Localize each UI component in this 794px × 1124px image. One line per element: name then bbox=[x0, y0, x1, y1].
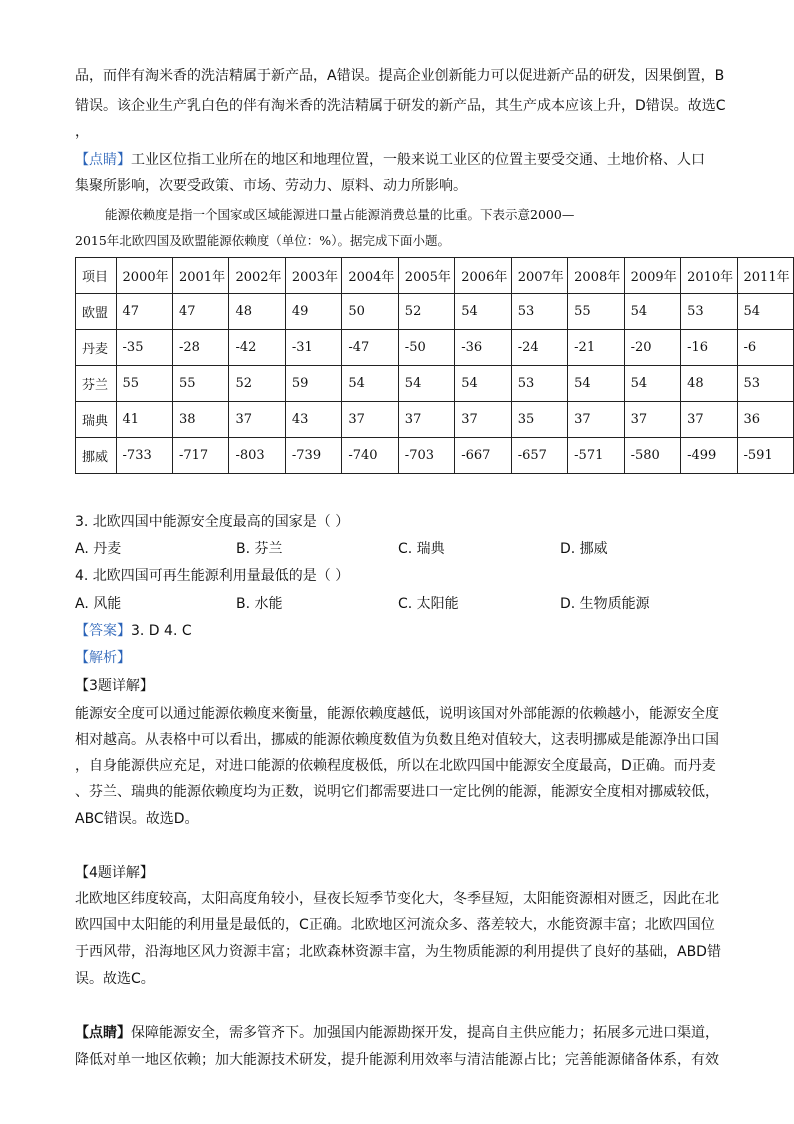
detail-line: 欧四国中太阳能的利用量是最低的，C正确。北欧地区河流众多、落差较大，水能资源丰富；北欧四国位 bbox=[75, 917, 715, 933]
table-cell: 47 bbox=[116, 294, 172, 330]
table-row bbox=[76, 294, 794, 330]
table-cell: 55 bbox=[172, 366, 228, 402]
analysis-label: 【解析】 bbox=[75, 650, 131, 666]
table-cell: 55 bbox=[568, 294, 624, 330]
detail-heading: 【3题详解】 bbox=[75, 678, 154, 694]
table-cell: 37 bbox=[229, 402, 285, 438]
table-cell: -733 bbox=[116, 438, 172, 474]
table-cell: 53 bbox=[737, 366, 793, 402]
table-cell: 37 bbox=[624, 402, 680, 438]
option-d: D. 挪威 bbox=[560, 541, 608, 557]
table-cell: 48 bbox=[229, 294, 285, 330]
detail-heading: 【4题详解】 bbox=[75, 865, 154, 881]
table-cell: -35 bbox=[116, 330, 172, 366]
detail-line: 、芬兰、瑞典的能源依赖度均为正数，说明它们都需要进口一定比例的能源，能源安全度相对挪威较低， bbox=[75, 784, 719, 800]
table-cell: 54 bbox=[624, 366, 680, 402]
table-cell: -24 bbox=[511, 330, 567, 366]
option-d: D. 生物质能源 bbox=[560, 596, 650, 612]
detail-line: 能源安全度可以通过能源依赖度来衡量，能源依赖度越低，说明该国对外部能源的依赖越小，能源安全度 bbox=[75, 706, 719, 722]
table-cell: 35 bbox=[511, 402, 567, 438]
table-cell: -667 bbox=[455, 438, 511, 474]
table-cell: 43 bbox=[285, 402, 341, 438]
detail-line: 相对越高。从表格中可以看出，挪威的能源依赖度数值为负数且绝对值较大，这表明挪威是能源净出口国 bbox=[75, 732, 719, 748]
table-cell: -803 bbox=[229, 438, 285, 474]
table-cell: -50 bbox=[398, 330, 454, 366]
table-cell: -571 bbox=[568, 438, 624, 474]
header-cell: 2002年 bbox=[229, 258, 285, 294]
table-cell: 37 bbox=[398, 402, 454, 438]
table-cell: -499 bbox=[681, 438, 737, 474]
header-cell: 2001年 bbox=[172, 258, 228, 294]
table-row bbox=[76, 330, 794, 366]
detail-line: 于西风带，沿海地区风力资源丰富；北欧森林资源丰富，为生物质能源的利用提供了良好的基础，ABD错 bbox=[75, 944, 721, 960]
note-paragraph bbox=[75, 1024, 719, 1042]
table-cell: -6 bbox=[737, 330, 793, 366]
note-paragraph bbox=[75, 151, 705, 169]
header-cell: 2006年 bbox=[455, 258, 511, 294]
option-b: B. 水能 bbox=[236, 596, 283, 612]
detail-line: ABC错误。故选D。 bbox=[75, 811, 199, 827]
header-cell: 项目 bbox=[76, 258, 117, 294]
row-label: 挪威 bbox=[76, 438, 117, 474]
detail-line: 北欧地区纬度较高，太阳高度角较小，昼夜长短季节变化大，冬季昼短，太阳能资源相对匮乏，因此在北 bbox=[75, 891, 719, 907]
table-cell: 53 bbox=[511, 294, 567, 330]
header-cell: 2009年 bbox=[624, 258, 680, 294]
table-cell: 36 bbox=[737, 402, 793, 438]
table-cell: 59 bbox=[285, 366, 341, 402]
paragraph-line: 品，而伴有淘米香的洗洁精属于新产品，A错误。提高企业创新能力可以促进新产品的研发，因果倒置，B bbox=[75, 68, 725, 84]
table-cell: 37 bbox=[342, 402, 398, 438]
option-c: C. 太阳能 bbox=[398, 596, 459, 612]
note-text: 保障能源安全，需多管齐下。加强国内能源勘探开发，提高自主供应能力；拓展多元进口渠道， bbox=[131, 1025, 719, 1041]
question-stem: 4. 北欧四国可再生能源利用量最低的是（ ） bbox=[75, 568, 350, 584]
question-stem: 3. 北欧四国中能源安全度最高的国家是（ ） bbox=[75, 514, 350, 530]
detail-line: ，自身能源供应充足，对进口能源的依赖程度极低，所以在北欧四国中能源安全度最高，D正确。而丹麦 bbox=[75, 758, 716, 774]
option-a: A. 风能 bbox=[75, 596, 122, 612]
table-cell: -21 bbox=[568, 330, 624, 366]
table-cell: 37 bbox=[455, 402, 511, 438]
row-label: 瑞典 bbox=[76, 402, 117, 438]
intro-line: 2015年北欧四国及欧盟能源依赖度（单位：%）。据完成下面小题。 bbox=[75, 233, 450, 248]
table-cell: -717 bbox=[172, 438, 228, 474]
table-cell: 54 bbox=[455, 294, 511, 330]
table-cell: 50 bbox=[342, 294, 398, 330]
intro-line: 能源依赖度是指一个国家或区域能源进口量占能源消费总量的比重。下表示意2000— bbox=[105, 207, 575, 222]
note-text: 工业区位指工业所在的地区和地理位置，一般来说工业区的位置主要受交通、土地价格、人口 bbox=[131, 152, 705, 168]
table-cell: -31 bbox=[285, 330, 341, 366]
table-cell: -28 bbox=[172, 330, 228, 366]
header-cell: 2004年 bbox=[342, 258, 398, 294]
table-row bbox=[76, 366, 794, 402]
table-row bbox=[76, 438, 794, 474]
table-cell: 37 bbox=[568, 402, 624, 438]
table-row bbox=[76, 402, 794, 438]
answer-text: 3. D 4. C bbox=[131, 623, 192, 639]
paragraph-line: ， bbox=[75, 124, 89, 140]
table-cell: -740 bbox=[342, 438, 398, 474]
table-cell: 55 bbox=[116, 366, 172, 402]
option-a: A. 丹麦 bbox=[75, 541, 122, 557]
header-cell: 2000年 bbox=[116, 258, 172, 294]
row-label: 丹麦 bbox=[76, 330, 117, 366]
table-cell: 54 bbox=[398, 366, 454, 402]
table-cell: -20 bbox=[624, 330, 680, 366]
header-cell: 2008年 bbox=[568, 258, 624, 294]
table-cell: -739 bbox=[285, 438, 341, 474]
option-b: B. 芬兰 bbox=[236, 541, 283, 557]
option-c: C. 瑞典 bbox=[398, 541, 445, 557]
note-label: 【点睛】 bbox=[75, 1025, 131, 1041]
table-cell: -36 bbox=[455, 330, 511, 366]
answer-line bbox=[75, 622, 192, 640]
table-cell: 52 bbox=[398, 294, 454, 330]
header-cell: 2010年 bbox=[681, 258, 737, 294]
note-line: 集聚所影响，次要受政策、市场、劳动力、原料、动力所影响。 bbox=[75, 178, 467, 194]
table-cell: 48 bbox=[681, 366, 737, 402]
header-cell: 2007年 bbox=[511, 258, 567, 294]
note-label: 【点睛】 bbox=[75, 152, 131, 168]
table-cell: -580 bbox=[624, 438, 680, 474]
row-label: 欧盟 bbox=[76, 294, 117, 330]
table-cell: 52 bbox=[229, 366, 285, 402]
detail-line: 误。故选C。 bbox=[75, 971, 155, 987]
table-cell: 54 bbox=[624, 294, 680, 330]
table-cell: 47 bbox=[172, 294, 228, 330]
table-cell: -703 bbox=[398, 438, 454, 474]
table-header-row bbox=[76, 258, 794, 294]
table-cell: -657 bbox=[511, 438, 567, 474]
table-cell: 49 bbox=[285, 294, 341, 330]
paragraph-line: 错误。该企业生产乳白色的伴有淘米香的洗洁精属于研发的新产品，其生产成本应该上升，D错误。故选C bbox=[75, 98, 726, 114]
table-cell: 41 bbox=[116, 402, 172, 438]
table-cell: -16 bbox=[681, 330, 737, 366]
table-cell: 54 bbox=[455, 366, 511, 402]
table-cell: -47 bbox=[342, 330, 398, 366]
energy-dependence-table bbox=[75, 257, 794, 474]
answer-label: 【答案】 bbox=[75, 623, 131, 639]
table-cell: 37 bbox=[681, 402, 737, 438]
table-cell: 53 bbox=[681, 294, 737, 330]
header-cell: 2011年 bbox=[737, 258, 793, 294]
table-cell: 53 bbox=[511, 366, 567, 402]
table-cell: 54 bbox=[568, 366, 624, 402]
table-cell: 54 bbox=[342, 366, 398, 402]
table-cell: -42 bbox=[229, 330, 285, 366]
table-cell: 38 bbox=[172, 402, 228, 438]
table-cell: -591 bbox=[737, 438, 793, 474]
note-line: 降低对单一地区依赖；加大能源技术研发，提升能源利用效率与清洁能源占比；完善能源储备体系，有效 bbox=[75, 1052, 719, 1068]
table-cell: 54 bbox=[737, 294, 793, 330]
header-cell: 2003年 bbox=[285, 258, 341, 294]
row-label: 芬兰 bbox=[76, 366, 117, 402]
header-cell: 2005年 bbox=[398, 258, 454, 294]
